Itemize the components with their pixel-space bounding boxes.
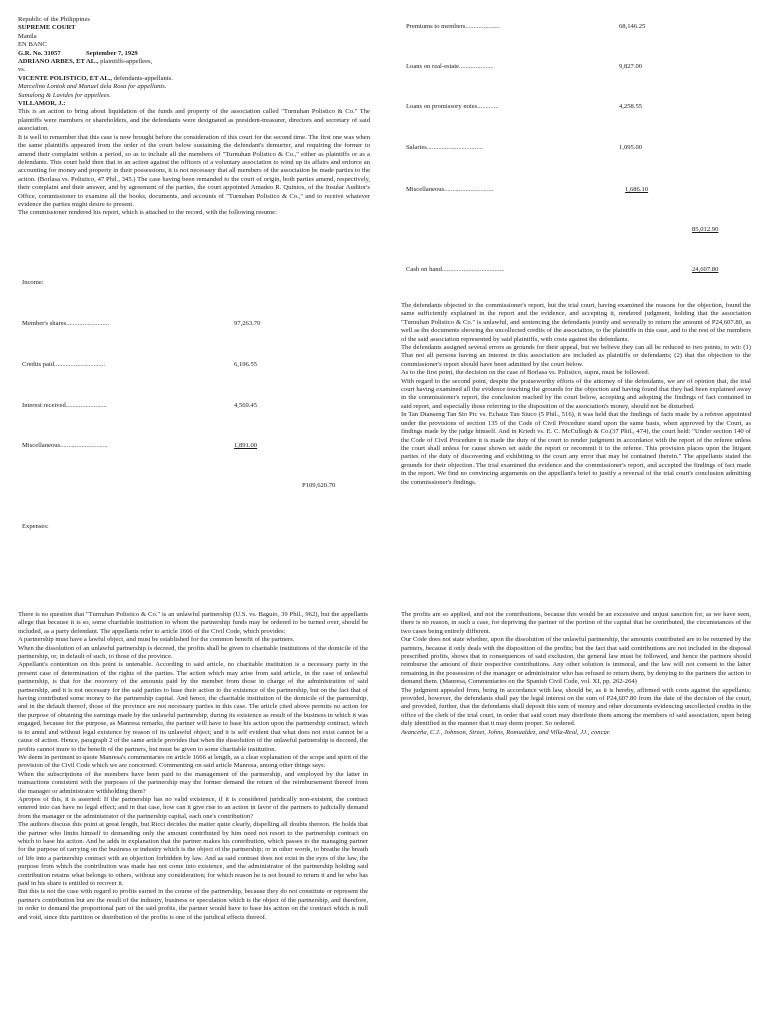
appellees-role: plaintiffs-appellees, — [98, 58, 153, 66]
right-column-top — [401, 302, 751, 558]
paragraph: Our Code does not state whether, upon the dissolution of the unlawful partnership, the amounts contributed are to be returned by the partners, because it only deals with the disposition of the profits; but the fact that said contributions are not included in the disposal prescribed profits, shows that in consequences of said exclusion, the general law must be followed, and hence the partners should reimburse the amount of their respective contributions. Any other solution is immoral, and the law will not consent to the latter remaining in the possession of the manager or administrator who has refused to return them, by denying to the partners the action to demand them. (Manresa, Commentaries on the Spanish Civil Code, vol. XI, pp. 262-264) — [401, 636, 751, 686]
republic-line: Republic of the Philippines — [18, 16, 90, 23]
case-number-line — [18, 50, 370, 58]
income-total: P109,620.70 — [302, 482, 336, 489]
left-column-bottom — [18, 611, 368, 1024]
expense-label: Miscellaneous.............................. — [406, 186, 494, 193]
appellees-name: ADRIANO ARBES, ET AL., — [18, 58, 99, 66]
paragraph: Appellant's contention on this point is untenable. According to said article, no charitable institution is a necessary party in the present case of determination of the rights of the parties. The action which may arise from said article, in the case of unlawful partnership, is that for the recovery of the amounts paid by the member from those in charge of the administration of said partnership, and it is not necessary for the said parties to base their action to the existence of the partnership, but on the fact that of having contributed some money to the partnership capital. And hence, the charitable institution of the domicile of the partnership, and in the default thereof, those of the province are not necessary parties in this case. The article cited above permits no action for the purpose of obtaining the earnings made by the unlawful partnership, during its existence as result of the business in which it was engaged, because for the purpose, as Manresa remarks, the partner will have to base his action upon the partnership contract, which is to annul and without legal existence by reason of its unlawful object; and it is self evident that what does not exist cannot be a cause of action. Hence, paragraph 2 of the same article provides that when the dissolution of the unlawful partnership is decreed, the profits cannot inure to the benefit of the partners, but must be given to some charitable institution. — [18, 661, 368, 753]
income-amount: 97,263.70 — [234, 320, 261, 327]
decision-date: September 7, 1929 — [86, 49, 138, 57]
paragraph: The defendants assigned several errors as grounds for their appeal, but we believe they can all be reduced to two points, to wit: (1) That not all persons having an interest in this association are included as plaintiffs or defendants; (2) that the objection to the commissioner's report should have been admitted by the court below. — [401, 344, 751, 368]
ponente: VILLAMOR, J.: — [18, 100, 66, 108]
court-name: SUPREME COURT — [18, 24, 76, 32]
right-column-bottom — [401, 611, 751, 737]
paragraph: This is an action to bring about liquidation of the funds and property of the association called "Turnuhan Polistico & Co." The plaintiffs were members or shareholders, and the defendants were designated as president-treasurer, directors and secretary of said association. — [18, 108, 370, 133]
expense-amount: 4,258.55 — [619, 103, 643, 110]
appellees-line — [18, 58, 370, 66]
paragraph: It is well to remember that this case is now brought before the consideration of this court for the second time. The first one was when the same plaintiffs appeared from the order of the court below sustaining the defendant's demurrer, and requiring the former to amend their complaint within a period, so as to include all the members of "Turnuhan Polistico & Co.," either as plaintiffs or as a defendants. This court held then that in an action against the officers of a voluntary association to wind up its affairs and enforce an accounting for money and property in their possessions, it is not necessary that all members of the association be made parties to the action. (Borlasa vs. Polistico, 47 Phil., 345.) The case having been remanded to the court of origin, both parties amend, respectively, their complaint and their answer, and by agreement of the parties, the court appointed Amadeo R. Quintos, of the Insular Auditor's Office, commissioner to examine all the books, documents, and accounts of "Turnuhan Polistico & Co.," and to receive whatever evidence the parties might desire to present. — [18, 133, 370, 208]
paragraph: The defendants objected to the commissioner's report, but the trial court, having examined the reasons for the objection, found the same sufficiently explained in the report and the evidence, and accepting it, rendered judgment, holding that the association "Turnuhan Polistico & Co." is unlawful, and sentencing the defendants jointly and severally to return the amount of P24,607.80, as well as the documents showing the uncollected credits of the association, to the plaintiffs in this case, and to the rest of the members of the said association represented by said plaintiffs, with costs against the defendants. — [401, 302, 751, 343]
paragraph: A partnership must have a lawful object, and must be established for the common benefit of the partners. — [18, 636, 295, 644]
paragraph: We deem in pertinent to quote Manresa's commentaries on article 1666 at length, as a clear explanation of the scope and spirit of the provision of the Civil Code which we are concerned. Commenting on said article Manresa, among other things says: — [18, 753, 368, 770]
expense-label: Loans on real-estate..................... — [406, 63, 494, 70]
paragraph: But this is not the case with regard to profits earned in the course of the partnership, because they do not constitute or represent the partner's contribution but are the result of the industry, business or speculation which is the object of the partnership, and therefore, in order to demand the proportional part of the said profits, the partner would have to base his action on the contract which is null and void, since this partition or distribution of the profits is one of the juridical effects thereof. — [18, 888, 368, 921]
paragraph: With regard to the second point, despite the praiseworthy efforts of the attorney of the defendants, we are of opinion that, the trial court having examined all the evidence touching the grounds for the objection and having found that they had been explained away in the commissioner's report, the conclusion reached by the court below, accepting and adopting the findings of fact contained in said report, and especially those referring to the disposition of the association's money, should not be disturbed. — [401, 377, 751, 410]
paragraph: Apropos of this, it is asserted: If the partnership has no valid existence, if it is considered juridically non-existent, the contract entered into can have no legal effect; and in that case, how can it give rise to an action in favor of the partners to judicially demand from the manager or the administrator of the partnership capital, each one's contribution? — [18, 795, 368, 820]
expense-label: Loans on promissory notes............. — [406, 103, 499, 110]
expense-total: 85,012.90 — [692, 226, 719, 233]
expense-amount: 9,827.00 — [619, 63, 643, 70]
city-line: Manila — [18, 32, 37, 40]
paragraph: When the dissolution of an unlawful partnership is decreed, the profits shall be given to charitable institutions of the domicile of the partnership, or, in default of such, to those of the province. — [18, 644, 368, 661]
income-amount: 4,569.45 — [234, 402, 258, 409]
income-heading: Income: — [22, 279, 44, 286]
income-label: Interest received......................... — [22, 402, 107, 409]
cash-label: Cash on hand...................................... — [406, 266, 505, 273]
gr-number: G.R. No. 31057 — [18, 49, 61, 57]
paragraph: In Tan Dianseng Tan Sio Pic vs. Echauz Tan Siuco (5 Phil., 516), it was held that the findings of facts made by a referee appointed under the provisions of section 135 of the Code of Civil Procedure stand upon the same basis, when approved by the Court, as findings made by the judge himself. And in Kriedt vs. E. C. McCullogh & Co.(37 Phil., 474), the court held: "Under section 140 of the Code of Civil Procedure it is made the duty of the court to render judgment in accordance with the report of the referee unless the court shall unless for cause shown set aside the report or recommit it to the referee. This provision places upon the litigant parties of the duty of discovering and exhibiting to the court any error that may be contained therein." The appellants stated the grounds for their objection. The trial examined the evidence and the commissioner's report, and accepted the findings of fact made in the report. We find no convincing arguments on the appellant's brief to justify a reversal of the trial court's conclusion admitting the commissioner's findings. — [401, 411, 751, 486]
paragraph: The profits are so applied, and not the contributions, because this would be an excessive and unjust sanction for, as we have seen, there is no reason, in such a case, for depriving the partner of the portion of the capital that he contributed, the circumstances of the two cases being entirely different. — [401, 611, 751, 635]
division-line: EN BANC — [18, 41, 47, 49]
counsel-appellants: Marcelino Lontok and Manuel dela Rosa for appellants. — [18, 83, 167, 91]
expense-amount: 68,146.25 — [619, 23, 646, 30]
expense-amount: 1,686.10 — [625, 186, 649, 193]
paragraph: When the subscriptions of the members have been paid to the management of the partnership, and employed by the latter in transactions consistent with the purposes of the partnership may the former demand the return of the reimbursement thereof from the manager or administrator withholding them? — [18, 770, 368, 795]
paragraph: The authors discuss this point at great length, but Ricci decides the matter quite clearly, dispelling all doubts thereon. He holds that the partner who limits himself to demanding only the amount contributed by him need not resort to the partnership contract on which to base his action. And he adds in explanation that the partner makes his contribution, which passes to the managing partner for the purpose of carrying on the business or industry which is the object of the partnership; or in other words, to breathe the breath of life into a partnership contract with an objection forbidden by law. And as said contrast does not exist in the eyes of the law, the purpose from which the contribution was made has not come into existence, and the administrator of the partnership holding said contribution retains what belongs to others, without any consideration; for which reason he is not bound to return it and he who has paid in his share is entitled to recover it. — [18, 821, 368, 887]
expense-label: Salaries.................................. — [406, 144, 483, 151]
appellants-role: defendants-appellants. — [112, 74, 173, 82]
paragraph: As to the first point, the decision on the case of Borlasa vs. Polistico, supra, must be followed. — [401, 369, 650, 377]
cash-amount: 24,607.80 — [692, 266, 719, 273]
income-label: Credits paid............................... — [22, 361, 106, 368]
versus-line: vs. — [18, 66, 26, 74]
paragraph: There is no question that "Turnuhan Polistico & Co." is an unlawful partnership (U.S. vs. Baguio, 39 Phil., 962), but the appellants allege that because it is so, some charitable institution to whom the partnership funds may be ordered to be turned over, should be included, as a party defendant. The appellants refer to article 1666 of the Civil Code, which provides: — [18, 611, 368, 635]
paragraph: The commissioner rendered his report, which is attached to the record, with the following resume: — [18, 209, 277, 217]
concurrence: Avanceña, C.J., Johnson, Street, Johns, Romualdez, and Villa-Real, JJ., concur. — [401, 728, 611, 736]
expense-amount: 1,095.00 — [619, 144, 643, 151]
income-label: Miscellaneous............................. — [22, 442, 108, 449]
income-label: Member's shares.......................... — [22, 320, 110, 327]
expenses-heading: Expenses: — [22, 523, 49, 530]
appellants-name: VICENTE POLISTICO, ET AL., — [18, 74, 113, 82]
income-amount: 6,196.55 — [234, 361, 258, 368]
header-block — [18, 16, 370, 218]
paragraph: The judgment appealed from, being in accordance with law, should be, as it is hereby, affirmed with costs against the appellants; provided, however, the defendants shall pay the legal interest on the sum of P24,607.80 from the date of the decision of the court, and provided, further, that the defendants shall deposit this sum of money and other documents evidencing uncollected credits in the office of the clerk of the trial court, in order that said court may distribute them among the members of said association, upon being duly identified in the manner that it may deem proper. So ordered. — [401, 686, 751, 728]
counsel-appellees: Sumulong & Lavides for appellees. — [18, 91, 111, 99]
appellants-line — [18, 75, 370, 83]
expense-label: Premiums to members..................... — [406, 23, 500, 30]
income-amount: 1,891.00 — [234, 442, 258, 449]
